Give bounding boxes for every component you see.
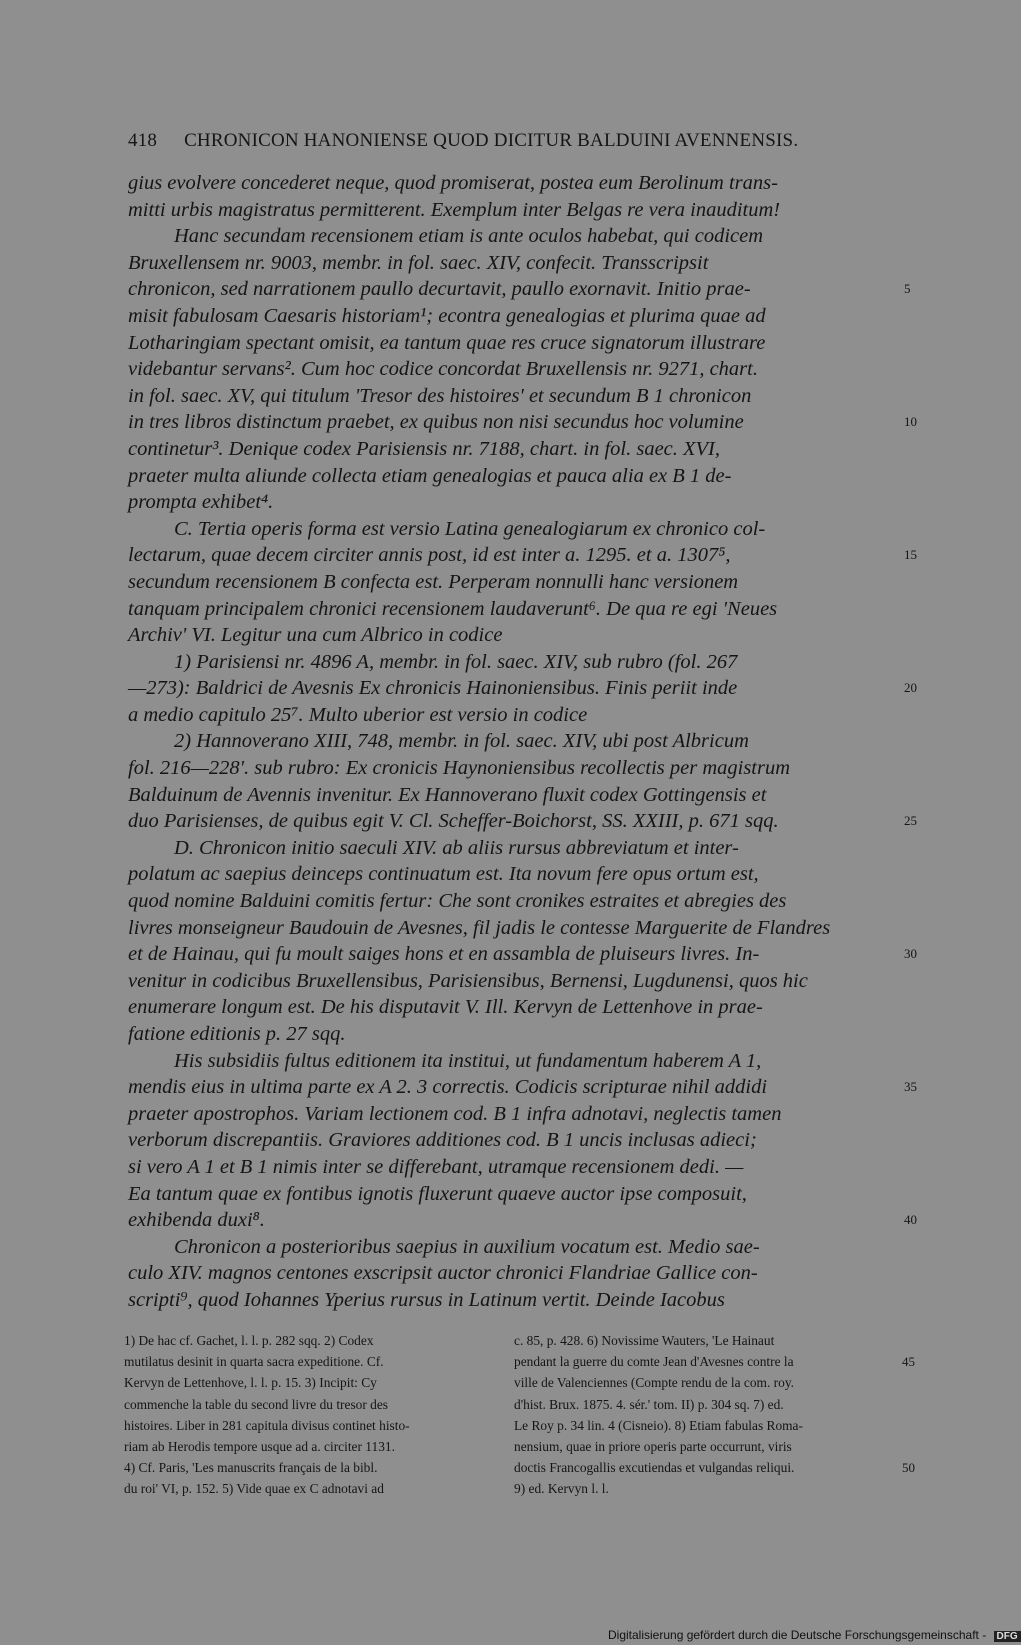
line-number: 45 bbox=[902, 1354, 915, 1370]
line-text: si vero A 1 et B 1 nimis inter se differebant, utramque recensionem dedi. — bbox=[128, 1155, 744, 1178]
line-text: Chronicon a posterioribus saepius in auxilium vocatum est. Medio sae- bbox=[174, 1235, 760, 1258]
footnote-line: histoires. Liber in 281 capitula divisus continet histo- bbox=[124, 1417, 410, 1433]
line-text: chronicon, sed narrationem paullo decurtavit, paullo exornavit. Initio prae- bbox=[128, 278, 751, 301]
footnote-line bbox=[514, 1415, 894, 1436]
line-text: venitur in codicibus Bruxellensibus, Parisiensibus, Bernensi, Lugdunensi, quos hic bbox=[128, 969, 808, 992]
text-line bbox=[128, 915, 898, 942]
text-line bbox=[128, 622, 898, 649]
line-text: culo XIV. magnos centones exscripsit auctor chronici Flandriae Gallice con- bbox=[128, 1262, 758, 1285]
text-line bbox=[128, 702, 898, 729]
running-title: CHRONICON HANONIENSE QUOD DICITUR BALDUINI AVENNENSIS. bbox=[184, 130, 799, 151]
footnote-text: nensium, quae in priore operis parte occurrunt, viris bbox=[514, 1439, 792, 1455]
text-line bbox=[128, 1260, 898, 1287]
text-line bbox=[128, 755, 898, 782]
footnote-text: pendant la guerre du comte Jean d'Avesnes contre la bbox=[514, 1354, 794, 1370]
line-number: 10 bbox=[904, 414, 917, 430]
text-line bbox=[128, 409, 917, 436]
line-text: verborum discrepantiis. Graviores additiones cod. B 1 uncis inclusas adieci; bbox=[128, 1129, 757, 1152]
line-text: Archiv' VI. Legitur una cum Albrico in codice bbox=[128, 624, 503, 647]
running-header bbox=[128, 130, 898, 152]
line-text: D. Chronicon initio saeculi XIV. ab aliis rursus abbreviatum et inter- bbox=[174, 836, 739, 859]
text-line bbox=[128, 1287, 898, 1314]
line-text: continetur³. Denique codex Parisiensis nr. 7188, chart. in fol. saec. XVI, bbox=[128, 437, 721, 460]
line-text: misit fabulosam Caesaris historiam¹; econtra genealogias et plurima quae ad bbox=[128, 304, 766, 327]
line-number: 20 bbox=[904, 680, 917, 696]
text-line bbox=[128, 835, 898, 862]
text-line bbox=[128, 782, 898, 809]
text-line bbox=[128, 941, 917, 968]
line-text: scripti⁹, quod Iohannes Yperius rursus in Latinum vertit. Deinde Iacobus bbox=[128, 1288, 725, 1311]
main-text bbox=[128, 170, 917, 1314]
line-text: 2) Hannoverano XIII, 748, membr. in fol. saec. XIV, ubi post Albricum bbox=[174, 730, 749, 753]
text-line bbox=[128, 888, 898, 915]
text-line bbox=[128, 356, 898, 383]
line-text: Ea tantum quae ex fontibus ignotis fluxerunt quaeve auctor ipse composuit, bbox=[128, 1182, 747, 1205]
line-text: C. Tertia operis forma est versio Latina genealogiarum ex chronico col- bbox=[174, 517, 766, 540]
line-number: 30 bbox=[904, 946, 917, 962]
text-line bbox=[128, 303, 898, 330]
line-text: fatione editionis p. 27 sqq. bbox=[128, 1023, 346, 1045]
footnote-line: mutilatus desinit in quarta sacra expeditione. Cf. bbox=[124, 1354, 384, 1370]
footnote-line: riam ab Herodis tempore usque ad a. circiter 1131. bbox=[124, 1439, 395, 1455]
text-line bbox=[128, 383, 898, 410]
footnote-text: doctis Francogallis excutiendas et vulgandas reliqui. bbox=[514, 1460, 795, 1476]
line-text: praeter multa aliunde collecta etiam genealogias et pauca alia ex B 1 de- bbox=[128, 464, 732, 487]
line-text: —273): Baldrici de Avesnis Ex chronicis Hainoniensibus. Finis periit inde bbox=[128, 677, 738, 700]
footnote-line: Kervyn de Lettenhove, l. l. p. 15. 3) Incipit: Cy bbox=[124, 1375, 377, 1391]
text-line bbox=[128, 330, 898, 357]
footnote-line: du roi' VI, p. 152. 5) Vide quae ex C adnotavi ad bbox=[124, 1481, 384, 1497]
line-text: secundum recensionem B confecta est. Perperam nonnulli hanc versionem bbox=[128, 570, 739, 593]
text-line bbox=[128, 170, 898, 197]
line-number: 35 bbox=[904, 1079, 917, 1095]
line-text: et de Hainau, qui fu moult saiges hons et en assambla de pluiseurs livres. In- bbox=[128, 943, 760, 966]
text-line bbox=[128, 276, 911, 303]
text-line bbox=[128, 463, 898, 490]
footnote-line bbox=[514, 1394, 894, 1415]
line-number: 50 bbox=[902, 1460, 915, 1476]
line-number: 5 bbox=[904, 281, 911, 297]
line-text: a medio capitulo 25⁷. Multo uberior est versio in codice bbox=[128, 703, 588, 726]
footnote-text: Le Roy p. 34 lin. 4 (Cisneio). 8) Etiam fabulas Roma- bbox=[514, 1417, 803, 1433]
credit-text: Digitalisierung gefördert durch die Deutsche Forschungsgemeinschaft - bbox=[608, 1628, 987, 1642]
text-line bbox=[128, 1181, 898, 1208]
line-text: Lotharingiam spectant omisit, ea tantum quae res cruce signatorum illustrare bbox=[128, 331, 766, 354]
line-text: Hanc secundam recensionem etiam is ante oculos habebat, qui codicem bbox=[174, 225, 764, 248]
text-line bbox=[128, 1127, 898, 1154]
line-text: Balduinum de Avennis invenitur. Ex Hannoverano fluxit codex Gottingensis et bbox=[128, 783, 767, 806]
text-line bbox=[128, 1021, 898, 1048]
line-text: 1) Parisiensi nr. 4896 A, membr. in fol. saec. XIV, sub rubro (fol. 267 bbox=[174, 650, 738, 673]
line-text: in fol. saec. XV, qui titulum 'Tresor des histoires' et secundum B 1 chronicon bbox=[128, 384, 752, 407]
line-text: mendis eius in ultima parte ex A 2. 3 correctis. Codicis scripturae nihil addidi bbox=[128, 1076, 768, 1099]
text-line bbox=[128, 596, 898, 623]
line-text: fol. 216—228'. sub rubro: Ex cronicis Haynoniensibus recollectis per magistrum bbox=[128, 757, 791, 780]
line-text: exhibenda duxi⁸. bbox=[128, 1209, 265, 1232]
footnote-text: 9) ed. Kervyn l. l. bbox=[514, 1481, 609, 1497]
line-text: duo Parisienses, de quibus egit V. Cl. Scheffer-Boichorst, SS. XXIII, p. 671 sqq. bbox=[128, 810, 779, 833]
footnote-line: 4) Cf. Paris, 'Les manuscrits français de la bibl. bbox=[124, 1460, 378, 1476]
text-line bbox=[128, 489, 898, 516]
text-line bbox=[128, 968, 898, 995]
footnote-line: 1) De hac cf. Gachet, l. l. p. 282 sqq. 2) Codex bbox=[124, 1333, 374, 1348]
line-number: 15 bbox=[904, 547, 917, 563]
text-line bbox=[128, 1074, 917, 1101]
text-line bbox=[128, 1234, 898, 1261]
text-line bbox=[128, 1207, 917, 1234]
text-line bbox=[128, 223, 898, 250]
footnotes-right-column bbox=[514, 1330, 915, 1500]
footnote-text: c. 85, p. 428. 6) Novissime Wauters, 'Le Hainaut bbox=[514, 1333, 775, 1348]
text-line bbox=[128, 250, 898, 277]
footnote-line bbox=[514, 1478, 894, 1499]
page-number: 418 bbox=[128, 130, 158, 151]
text-line bbox=[128, 516, 898, 543]
line-text: tanquam principalem chronici recensionem laudaverunt⁶. De qua re egi 'Neues bbox=[128, 597, 778, 620]
footnotes-left-column bbox=[124, 1330, 500, 1500]
footnote-line bbox=[514, 1372, 894, 1393]
text-line bbox=[128, 1154, 898, 1181]
text-line bbox=[128, 1101, 898, 1128]
footnote-text: ville de Valenciennes (Compte rendu de la com. roy. bbox=[514, 1375, 794, 1391]
line-number: 25 bbox=[904, 813, 917, 829]
line-text: livres monseigneur Baudouin de Avesnes, fil jadis le contesse Marguerite de Flandres bbox=[128, 916, 831, 939]
text-line bbox=[128, 197, 898, 224]
line-text: gius evolvere concederet neque, quod promiserat, postea eum Berolinum trans- bbox=[128, 172, 778, 194]
text-line bbox=[128, 569, 898, 596]
text-line bbox=[128, 675, 917, 702]
line-text: mitti urbis magistratus permitterent. Exemplum inter Belgas re vera inauditum! bbox=[128, 198, 781, 221]
line-text: quod nomine Balduini comitis fertur: Che sont cronikes estraites et abregies des bbox=[128, 890, 787, 913]
line-text: Bruxellensem nr. 9003, membr. in fol. saec. XIV, confecit. Transscripsit bbox=[128, 251, 709, 274]
text-line bbox=[128, 994, 898, 1021]
text-line bbox=[128, 808, 917, 835]
text-line bbox=[128, 436, 898, 463]
text-line bbox=[128, 542, 917, 569]
line-text: in tres libros distinctum praebet, ex quibus non nisi secundus hoc volumine bbox=[128, 411, 744, 434]
text-line bbox=[128, 861, 898, 888]
text-line bbox=[128, 649, 898, 676]
line-number: 40 bbox=[904, 1212, 917, 1228]
footnote-line bbox=[514, 1330, 894, 1351]
footnote-line bbox=[514, 1457, 915, 1478]
footnote-line: commenche la table du second livre du tresor des bbox=[124, 1396, 389, 1412]
footnote-line bbox=[514, 1351, 915, 1372]
line-text: enumerare longum est. De his disputavit V. Ill. Kervyn de Lettenhove in prae- bbox=[128, 996, 763, 1019]
text-line bbox=[128, 1048, 898, 1075]
line-text: videbantur servans². Cum hoc codice concordat Bruxellensis nr. 9271, chart. bbox=[128, 358, 758, 381]
footnote-line bbox=[514, 1436, 894, 1457]
digitization-credit bbox=[608, 1628, 1021, 1642]
line-text: lectarum, quae decem circiter annis post, id est inter a. 1295. et a. 1307⁵, bbox=[128, 544, 731, 567]
line-text: prompta exhibet⁴. bbox=[128, 491, 274, 514]
line-text: His subsidiis fultus editionem ita institui, ut fundamentum haberem A 1, bbox=[174, 1049, 762, 1072]
line-text: polatum ac saepius deinceps continuatum est. Ita novum fere opus ortum est, bbox=[128, 863, 759, 886]
footnote-text: d'hist. Brux. 1875. 4. sér.' tom. II) p. 304 sq. 7) ed. bbox=[514, 1396, 784, 1412]
line-text: praeter apostrophos. Variam lectionem cod. B 1 infra adnotavi, neglectis tamen bbox=[128, 1102, 782, 1125]
dfg-logo: DFG bbox=[994, 1631, 1021, 1642]
text-line bbox=[128, 728, 898, 755]
